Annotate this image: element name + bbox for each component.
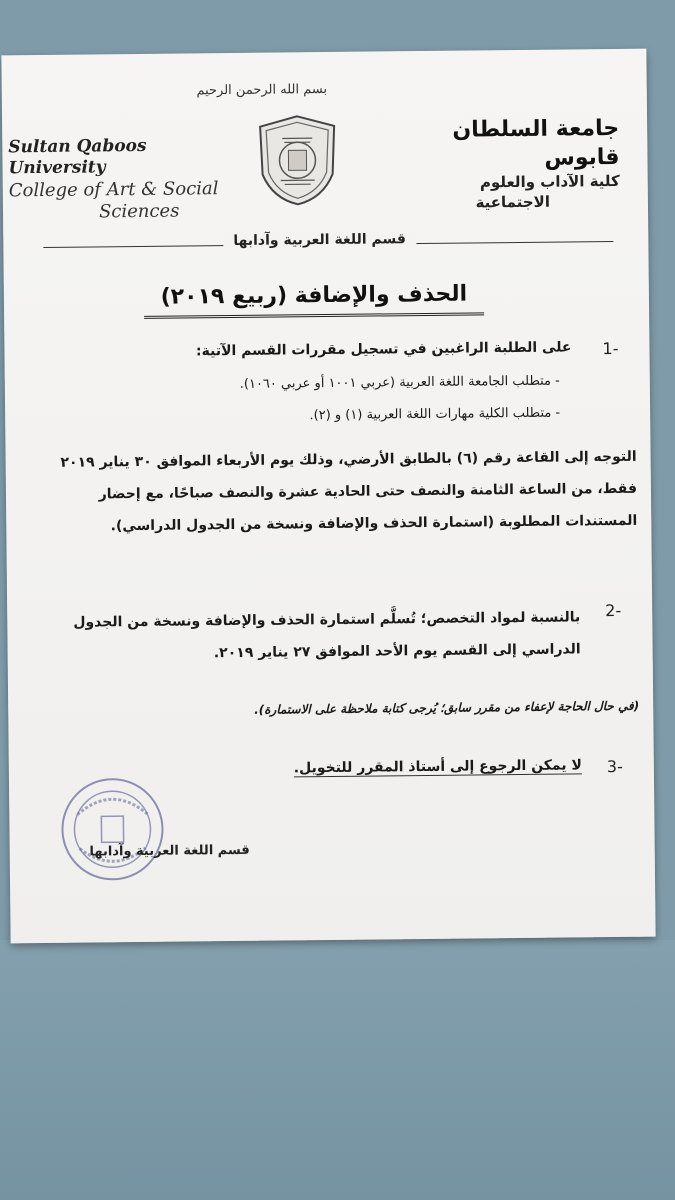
department-divider <box>43 229 613 259</box>
item-1-details: التوجه إلى القاعة رقم (٦) بالطابق الأرضي، وذلك يوم الأربعاء الموافق ٣٠ يناير ٢٠١٩ فقط، من الساعة الثامنة والنصف حتى الحادية عشرة والنصف صباحًا، مع إحضار المستندات المطلوبة (استمارة الحذف والإضافة ونسخة من الجدول الدراسي). <box>60 448 638 535</box>
item-1-intro: على الطلبة الراغبين في تسجيل مقررات القسم الآتية: <box>195 339 572 360</box>
college-name-ar-line1: كلية الآداب والعلوم <box>479 172 620 192</box>
wall-background <box>0 940 675 1200</box>
department-signature: قسم اللغة العربية وآدابها <box>89 842 250 860</box>
college-name-en-line2: Sciences <box>98 200 180 223</box>
item-1-bullet-1: - متطلب الجامعة اللغة العربية (عربي ١٠٠١ أو عربي ١٠٦٠). <box>239 373 560 392</box>
university-name-ar: جامعة السلطان قابوس <box>452 115 620 171</box>
university-logo-icon <box>252 114 343 207</box>
item-number: 3- <box>606 756 623 777</box>
college-name-en-line1: College of Art & Social <box>8 177 219 201</box>
university-english-header <box>8 135 249 225</box>
college-name-ar-line2: الاجتماعية <box>475 192 551 212</box>
item-number: 1- <box>602 338 619 359</box>
item-2-text: بالنسبة لمواد التخصص؛ تُسلَّم استمارة الحذف والإضافة ونسخة من الجدول الدراسي إلى القسم يوم الأحد الموافق ٢٧ يناير ٢٠١٩. <box>73 609 581 662</box>
department-name: قسم اللغة العربية وآدابها <box>223 231 416 249</box>
item-2-note: (في حال الحاجة لإعفاء من مقرر سابق؛ يُرجى كتابة ملاحظة على الاستمارة). <box>254 698 640 717</box>
basmala-text: بسم الله الرحمن الرحيم <box>196 81 328 99</box>
university-name-en: Sultan Qaboos University <box>8 135 147 179</box>
item-number: 2- <box>605 600 622 621</box>
item-3-underlined: لا يمكن الرجوع إلى أستاذ المقرر للتخويل. <box>293 757 582 777</box>
university-arabic-header <box>379 115 620 214</box>
item-1-bullet-2: - متطلب الكلية مهارات اللغة العربية (١) و (٢). <box>309 405 561 424</box>
notice-title: الحذف والإضافة (ربيع ٢٠١٩) <box>144 276 484 319</box>
notice-sheet <box>1 49 655 944</box>
department-stamp-icon <box>57 774 168 885</box>
